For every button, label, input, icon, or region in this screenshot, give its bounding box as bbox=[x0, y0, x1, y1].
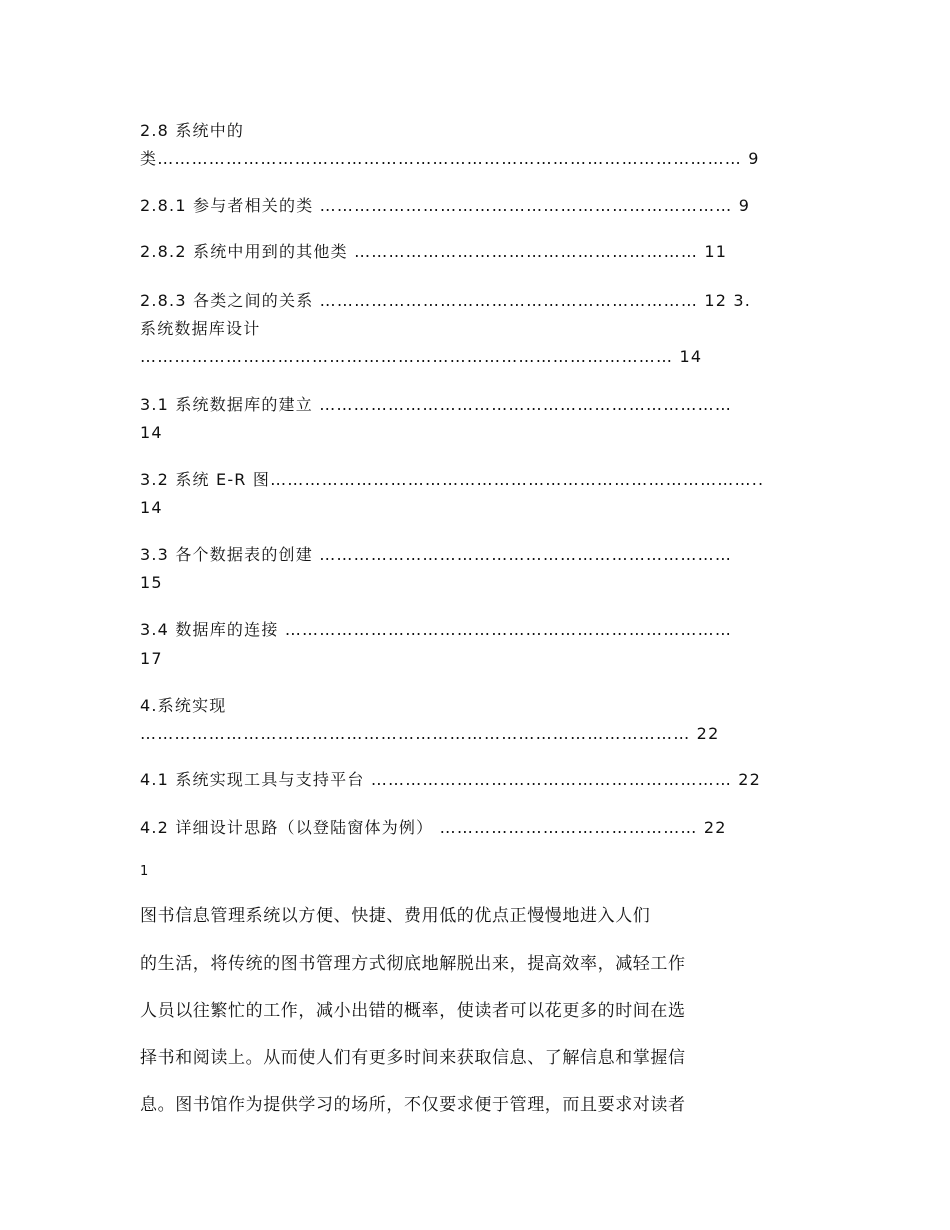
toc-entry-3-3-line-2: 15 bbox=[140, 573, 163, 592]
page-number: 1 bbox=[140, 864, 149, 879]
toc-entry-3-4-line-1: 3.4 数据库的连接 …………………………………………………………………… bbox=[140, 620, 733, 639]
toc-entry-2-8-2: 2.8.2 系统中用到的其他类 …………………………………………………… 11 bbox=[140, 242, 728, 261]
toc-entry-3-1-line-2: 14 bbox=[140, 423, 163, 442]
body-paragraph-line-2: 的生活，将传统的图书管理方式彻底地解脱出来，提高效率，减轻工作 bbox=[140, 954, 686, 974]
body-paragraph-line-4: 择书和阅读上。从而使人们有更多时间来获取信息、了解信息和掌握信 bbox=[140, 1048, 686, 1068]
body-paragraph-line-1: 图书信息管理系统以方便、快捷、费用低的优点正慢慢地进入人们 bbox=[140, 906, 651, 926]
body-paragraph-line-5: 息。图书馆作为提供学习的场所，不仅要求便于管理，而且要求对读者 bbox=[140, 1095, 686, 1115]
toc-entry-4-line-2: …………………………………………………………………………………… 22 bbox=[140, 724, 720, 743]
toc-entry-3-2-line-2: 14 bbox=[140, 498, 163, 517]
toc-entry-3-2-line-1: 3.2 系统 E-R 图………………………………………………………………………….. bbox=[140, 470, 765, 489]
toc-entry-3-4-line-2: 17 bbox=[140, 649, 163, 668]
toc-entry-2-8-line-1: 2.8 系统中的 bbox=[140, 121, 245, 140]
toc-entry-3-3-line-1: 3.3 各个数据表的创建 ……………………………………………………………… bbox=[140, 545, 733, 564]
toc-entry-4-line-1: 4.系统实现 bbox=[140, 696, 227, 715]
toc-entry-2-8-3-line-1: 2.8.3 各类之间的关系 ………………………………………………………… 12 3. bbox=[140, 291, 752, 310]
toc-entry-4-2: 4.2 详细设计思路（以登陆窗体为例） ……………………………………… 22 bbox=[140, 818, 727, 837]
toc-entry-2-8-line-2: 类………………………………………………………………………………………… 9 bbox=[140, 149, 760, 168]
toc-entry-3-1-line-1: 3.1 系统数据库的建立 ……………………………………………………………… bbox=[140, 395, 733, 414]
toc-entry-3-line-3: ………………………………………………………………………………… 14 bbox=[140, 347, 703, 366]
toc-entry-3-line-2: 系统数据库设计 bbox=[140, 319, 261, 338]
body-paragraph-line-3: 人员以往繁忙的工作，减小出错的概率，使读者可以花更多的时间在选 bbox=[140, 1001, 686, 1021]
toc-entry-2-8-1: 2.8.1 参与者相关的类 ……………………………………………………………… 9 bbox=[140, 196, 751, 215]
toc-entry-4-1: 4.1 系统实现工具与支持平台 ……………………………………………………… 22 bbox=[140, 770, 762, 789]
